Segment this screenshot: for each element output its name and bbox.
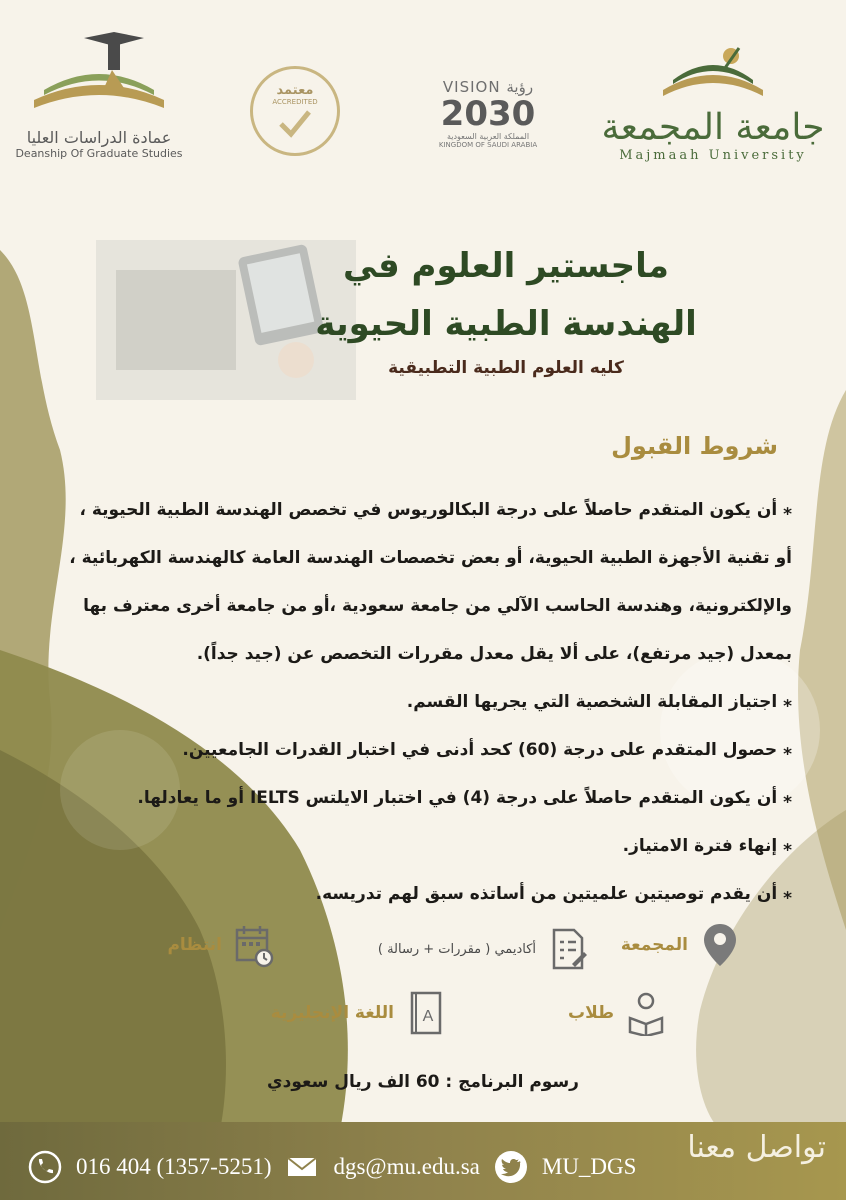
majmaah-university-logo <box>598 40 828 163</box>
calendar-clock-icon <box>234 922 274 968</box>
accredited-ar: معتمد <box>276 82 314 98</box>
contact-row <box>28 1150 636 1184</box>
requirements-list <box>42 486 792 918</box>
requirement-line: ⁎ أن يكون المتقدم حاصلاً على درجة البكالوريوس في تخصص الهندسة الطبية الحيوية ، <box>79 500 792 520</box>
attendance-label: انتظام <box>167 935 222 955</box>
contact-title: تواصل معنا <box>687 1130 826 1165</box>
college-name: كليه العلوم الطبية التطبيقية <box>388 358 624 378</box>
university-name-ar: جامعة المجمعة <box>601 107 825 148</box>
program-type-label: أكاديمي ( مقررات + رسالة ) <box>377 941 536 957</box>
student-reading-icon <box>626 990 666 1036</box>
deanship-name-ar: عمادة الدراسات العليا <box>26 128 172 147</box>
requirement-line: ⁎ إنهاء فترة الامتياز. <box>622 836 792 856</box>
program-type-item <box>378 926 588 972</box>
document-icon <box>548 926 588 972</box>
graduation-cap-icon <box>24 30 174 120</box>
phone-number[interactable]: 016 404 (1357-5251) <box>76 1154 272 1179</box>
requirement-line: أو تقنية الأجهزة الطبية الحيوية، أو بعض تخصصات الهندسة العامة كالهندسة الكهربائية ، <box>69 548 792 568</box>
program-title-line1: ماجستير العلوم في <box>343 246 669 286</box>
accredited-en: ACCREDITED <box>272 97 318 106</box>
requirement-line: والإلكترونية، وهندسة الحاسب الآلي من جامعة سعودية ،أو من جامعة أخرى معترف بها <box>83 596 792 616</box>
twitter-handle[interactable]: MU_DGS <box>541 1154 637 1179</box>
language-icon-letter: A <box>422 1008 434 1025</box>
vision-label: VISION رؤية <box>442 78 534 96</box>
footer <box>0 1122 846 1200</box>
email-icon <box>285 1150 319 1184</box>
requirement-line: ⁎ اجتياز المقابلة الشخصية التي يجريها القسم. <box>406 692 792 712</box>
language-item <box>271 990 446 1036</box>
location-item <box>621 922 740 968</box>
vision-year: 2030 <box>440 94 536 134</box>
requirement-line: ⁎ أن يكون المتقدم حاصلاً على درجة (4) في اختبار الايلتس IELTS أو ما يعادلها. <box>137 788 792 808</box>
requirements-heading: شروط القبول <box>611 432 778 460</box>
program-title-line2: الهندسة الطبية الحيوية <box>315 304 697 344</box>
location-pin-icon <box>700 922 740 968</box>
vision-country-en: KINGDOM OF SAUDI ARABIA <box>438 141 538 149</box>
english-book-icon <box>406 990 446 1036</box>
email-address[interactable]: dgs@mu.edu.sa <box>333 1154 480 1179</box>
gender-label: طلاب <box>567 1003 614 1023</box>
vision-country-ar: المملكة العربية السعودية <box>446 132 530 141</box>
book-icon <box>653 40 773 102</box>
program-info <box>0 912 846 1062</box>
twitter-icon <box>494 1150 528 1184</box>
requirement-line: ⁎ أن يقدم توصيتين علميتين من أساتذه سبق لهم تدريسه. <box>315 884 792 904</box>
header <box>0 0 846 200</box>
vision-2030-logo <box>428 78 548 149</box>
requirement-line: ⁎ حصول المتقدم على درجة (60) كحد أدنى في اختبار القدرات الجامعيين. <box>182 740 792 760</box>
accreditation-seal <box>250 66 344 166</box>
program-fees: رسوم البرنامج : 60 الف ريال سعودي <box>267 1072 579 1092</box>
location-label: المجمعة <box>620 935 688 955</box>
language-label: اللغة الإنجليزية <box>270 1003 394 1023</box>
gender-item <box>568 990 666 1036</box>
requirement-line: بمعدل (جيد مرتفع)، على ألا يقل معدل مقررات التخصص عن (جيد جداً). <box>196 644 792 664</box>
deanship-logo <box>14 30 184 160</box>
university-name-en: Majmaah University <box>619 148 807 163</box>
phone-icon <box>28 1150 62 1184</box>
program-title-block <box>246 238 766 378</box>
deanship-name-en: Deanship Of Graduate Studies <box>15 147 183 160</box>
attendance-item <box>167 922 274 968</box>
checkmark-icon <box>275 106 315 140</box>
